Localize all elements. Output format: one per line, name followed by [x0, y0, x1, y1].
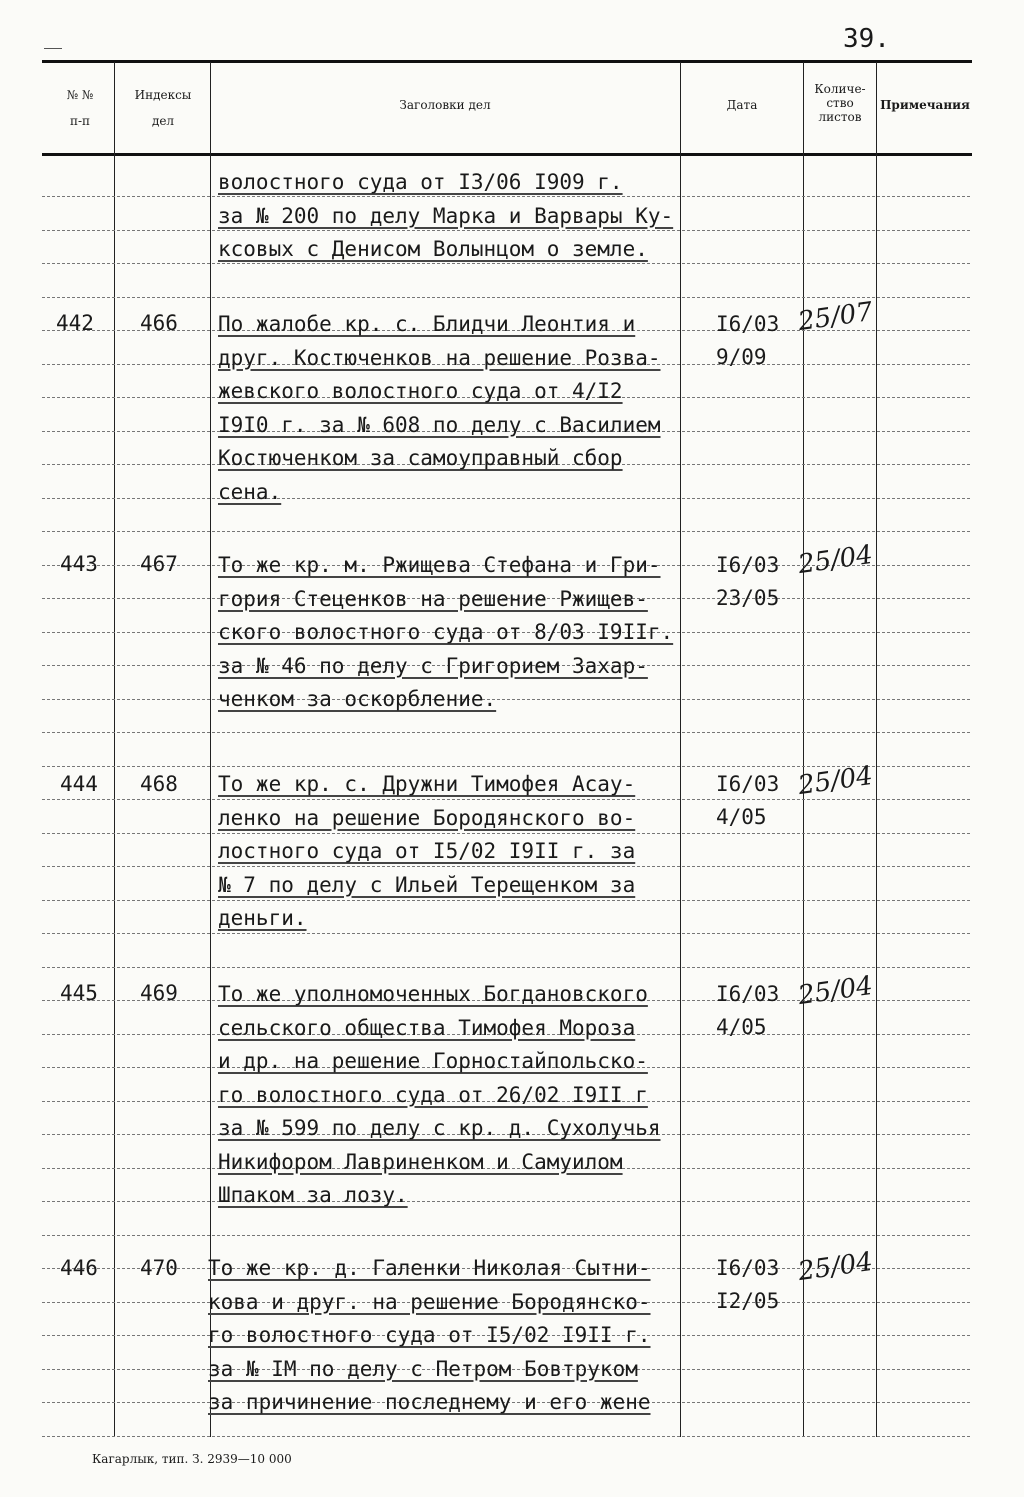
text-line: сена. — [218, 479, 282, 504]
col-rule-2 — [210, 62, 211, 1437]
text-line: го волостного суда от I5/02 I9II г. — [208, 1323, 651, 1347]
text-line: I9I0 г. за № 608 по делу с Василием — [218, 412, 661, 437]
ruled-line — [42, 1235, 970, 1236]
record-title — [218, 308, 688, 509]
record-num: 442 — [56, 311, 94, 335]
record-num: 444 — [60, 772, 98, 796]
record-num: 445 — [60, 981, 98, 1005]
header-count: Количе- ство листов — [814, 82, 866, 124]
header-index: Индексы дел — [134, 88, 192, 128]
text-line: кова и друг. на решение Бородянско- — [208, 1289, 651, 1314]
record-date — [716, 1252, 779, 1318]
text-line: сельского общества Тимофея Мороза — [218, 1015, 636, 1040]
date-end: 23/05 — [716, 586, 780, 610]
col-rule-4 — [803, 62, 804, 1437]
text-line: лостного суда от I5/02 I9II г. за — [218, 839, 636, 863]
text-line: ского волостного суда от 8/03 I9IIг. — [218, 620, 674, 644]
header-title: Заголовки дел — [399, 98, 491, 112]
text-line: за № 599 по делу с кр. д. Сухолучья — [218, 1116, 661, 1140]
text-line: друг. Костюченков на решение Розва- — [218, 345, 661, 370]
record-date — [716, 549, 779, 615]
ruled-line — [42, 967, 970, 968]
header-notes: Примечания — [880, 98, 970, 112]
ruled-line — [42, 531, 970, 532]
date-end: 4/05 — [716, 805, 767, 829]
text-line: То же кр. д. Галенки Николая Сытни- — [208, 1256, 651, 1280]
text-line: ленко на решение Бородянского во- — [218, 805, 636, 830]
date-start: I6/03 — [716, 982, 780, 1006]
date-start: I6/03 — [716, 553, 780, 577]
ruled-line — [42, 297, 970, 298]
record-date — [716, 768, 779, 834]
text-line: за № IМ по делу с Петром Бовтруком — [208, 1356, 638, 1381]
top-dash — [44, 48, 62, 49]
col-rule-1 — [114, 62, 115, 1437]
text-line: деньги. — [218, 906, 307, 930]
page-number: 39. — [843, 24, 890, 54]
text-line: жевского волостного суда от 4/I2 — [218, 379, 623, 403]
date-end: I2/05 — [716, 1289, 780, 1313]
record-title — [218, 978, 688, 1213]
text-line: По жалобе кр. с. Блидчи Леонтия и — [218, 312, 636, 336]
col-rule-5 — [876, 62, 877, 1437]
record-num: 443 — [60, 552, 98, 576]
header-bottom-rule — [42, 153, 972, 156]
date-start: I6/03 — [716, 772, 780, 796]
record-title — [218, 768, 688, 936]
header-num: № № п-п — [66, 88, 94, 128]
date-start: I6/03 — [716, 312, 780, 336]
date-start: I6/03 — [716, 1256, 780, 1280]
continuation-text — [218, 166, 688, 267]
record-index: 470 — [140, 1256, 178, 1280]
date-end: 9/09 — [716, 345, 767, 369]
col-rule-3 — [680, 62, 681, 1437]
text-line: То же кр. с. Дружни Тимофея Асау- — [218, 772, 636, 796]
record-index: 468 — [140, 772, 178, 796]
text-line: ксовых с Денисом Волынцом о земле. — [218, 237, 648, 261]
text-line: и др. на решение Горностайпольско- — [218, 1049, 648, 1073]
record-date — [716, 978, 779, 1044]
text-line: за № 46 по делу с Григорием Захар- — [218, 653, 648, 678]
record-leaves: 25/04 — [796, 1246, 875, 1288]
text-line: го волостного суда от 26/02 I9II г — [218, 1082, 648, 1107]
text-line: Шпаком за лозу. — [218, 1183, 408, 1207]
text-line: за причинение последнему и его жене — [208, 1390, 651, 1414]
text-line: за № 200 по делу Марка и Варвары Ку- — [218, 203, 674, 228]
record-title — [208, 1252, 678, 1420]
header-top-rule — [42, 60, 972, 63]
text-line: Костюченком за самоуправный сбор — [218, 446, 623, 470]
record-leaves: 25/07 — [796, 296, 875, 338]
text-line: То же уполномоченных Богдановского — [218, 982, 648, 1006]
header-date: Дата — [726, 98, 758, 112]
record-date — [716, 308, 779, 374]
ruled-line — [42, 732, 970, 733]
record-index: 466 — [140, 311, 178, 335]
text-line: гория Стеценков на решение Ржищев- — [218, 586, 648, 611]
text-line: То же кр. м. Ржищева Стефана и Гри- — [218, 553, 661, 577]
record-leaves: 25/04 — [796, 970, 875, 1012]
record-title — [218, 549, 688, 717]
text-line: ченком за оскорбление. — [218, 687, 497, 711]
ruled-line — [42, 1436, 970, 1437]
text-line: волостного суда от I3/06 I909 г. — [218, 170, 623, 194]
text-line: Никифором Лавриненком и Самуилом — [218, 1149, 623, 1174]
record-leaves: 25/04 — [796, 539, 875, 581]
printer-imprint: Кагарлык, тип. З. 2939—10 000 — [92, 1452, 292, 1466]
record-index: 469 — [140, 981, 178, 1005]
text-line: № 7 по делу с Ильей Терещенком за — [218, 872, 636, 897]
date-end: 4/05 — [716, 1015, 767, 1039]
record-leaves: 25/04 — [796, 760, 875, 802]
record-index: 467 — [140, 552, 178, 576]
record-num: 446 — [60, 1256, 98, 1280]
